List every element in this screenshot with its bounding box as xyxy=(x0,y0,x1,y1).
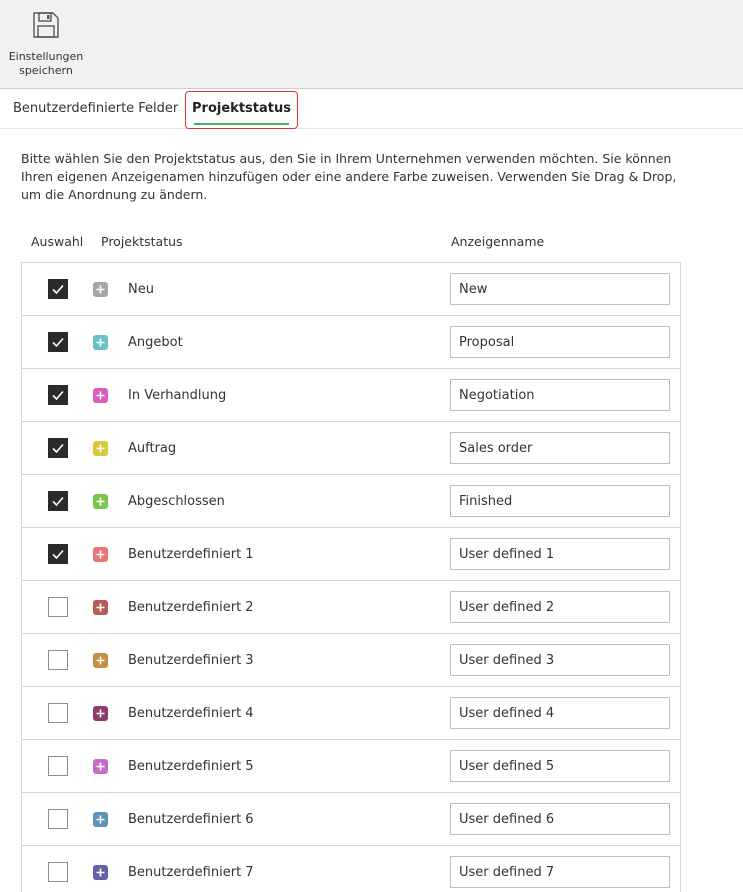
select-checkbox[interactable] xyxy=(48,703,68,723)
display-name-input[interactable] xyxy=(450,697,670,729)
status-color-icon[interactable] xyxy=(93,282,108,297)
status-color-icon[interactable] xyxy=(93,759,108,774)
status-row[interactable] xyxy=(22,316,680,369)
status-color-icon[interactable] xyxy=(93,706,108,721)
status-row[interactable] xyxy=(22,687,680,740)
status-row[interactable] xyxy=(22,369,680,422)
status-color-icon[interactable] xyxy=(93,547,108,562)
status-row[interactable] xyxy=(22,263,680,316)
column-header-status: Projektstatus xyxy=(101,234,183,249)
display-name-input[interactable] xyxy=(450,273,670,305)
status-color-icon[interactable] xyxy=(93,653,108,668)
display-name-input[interactable] xyxy=(450,432,670,464)
status-color-icon[interactable] xyxy=(93,441,108,456)
display-name-input[interactable] xyxy=(450,644,670,676)
select-checkbox[interactable] xyxy=(48,491,68,511)
status-row[interactable] xyxy=(22,475,680,528)
display-name-input[interactable] xyxy=(450,750,670,782)
plus-icon xyxy=(95,496,106,507)
status-name: In Verhandlung xyxy=(128,388,227,403)
plus-icon xyxy=(95,761,106,772)
display-name-input[interactable] xyxy=(450,379,670,411)
status-name: Abgeschlossen xyxy=(128,494,225,509)
checkmark-icon xyxy=(51,547,65,561)
tab-bar xyxy=(0,89,743,129)
status-color-icon[interactable] xyxy=(93,865,108,880)
status-color-icon[interactable] xyxy=(93,494,108,509)
status-row[interactable] xyxy=(22,793,680,846)
display-name-input[interactable] xyxy=(450,803,670,835)
status-row[interactable] xyxy=(22,528,680,581)
status-name: Benutzerdefiniert 5 xyxy=(128,759,254,774)
display-name-input[interactable] xyxy=(450,538,670,570)
status-name: Auftrag xyxy=(128,441,177,456)
status-row[interactable] xyxy=(22,846,680,892)
checkmark-icon xyxy=(51,282,65,296)
checkmark-icon xyxy=(51,388,65,402)
intro-text: Bitte wählen Sie den Projektstatus aus, den Sie in Ihrem Unternehmen verwenden möchten. Sie können Ihren eigenen Anzeigenamen hinzufügen oder eine andere Farbe zuweisen. Verwenden Sie Drag & Drop, um die Anordnung zu ändern. xyxy=(21,151,677,202)
plus-icon xyxy=(95,602,106,613)
select-checkbox[interactable] xyxy=(48,332,68,352)
tab-custom-fields[interactable]: Benutzerdefinierte Felder xyxy=(13,101,179,116)
save-settings-button[interactable] xyxy=(6,7,86,81)
column-header-display-name: Anzeigenname xyxy=(451,234,545,249)
display-name-input[interactable] xyxy=(450,326,670,358)
status-name: Benutzerdefiniert 6 xyxy=(128,812,254,827)
plus-icon xyxy=(95,443,106,454)
status-name: Benutzerdefiniert 7 xyxy=(128,865,254,880)
status-name: Benutzerdefiniert 2 xyxy=(128,600,254,615)
status-name: Benutzerdefiniert 4 xyxy=(128,706,254,721)
plus-icon xyxy=(95,549,106,560)
floppy-disk-icon xyxy=(31,10,61,40)
select-checkbox[interactable] xyxy=(48,862,68,882)
tab-project-status[interactable]: Projektstatus xyxy=(185,91,298,129)
status-color-icon[interactable] xyxy=(93,388,108,403)
status-name: Angebot xyxy=(128,335,183,350)
plus-icon xyxy=(95,284,106,295)
plus-icon xyxy=(95,814,106,825)
toolbar xyxy=(0,0,743,89)
status-table xyxy=(21,262,681,892)
status-row[interactable] xyxy=(22,634,680,687)
save-settings-label: Einstellungen speichern xyxy=(8,50,84,77)
status-name: Benutzerdefiniert 3 xyxy=(128,653,254,668)
select-checkbox[interactable] xyxy=(48,597,68,617)
status-name: Benutzerdefiniert 1 xyxy=(128,547,254,562)
select-checkbox[interactable] xyxy=(48,756,68,776)
checkmark-icon xyxy=(51,441,65,455)
status-row[interactable] xyxy=(22,740,680,793)
status-row[interactable] xyxy=(22,581,680,634)
checkmark-icon xyxy=(51,494,65,508)
plus-icon xyxy=(95,708,106,719)
status-name: Neu xyxy=(128,282,154,297)
status-color-icon[interactable] xyxy=(93,812,108,827)
checkmark-icon xyxy=(51,335,65,349)
select-checkbox[interactable] xyxy=(48,279,68,299)
column-header-select: Auswahl xyxy=(31,234,84,249)
select-checkbox[interactable] xyxy=(48,385,68,405)
display-name-input[interactable] xyxy=(450,856,670,888)
plus-icon xyxy=(95,390,106,401)
status-row[interactable] xyxy=(22,422,680,475)
plus-icon xyxy=(95,337,106,348)
status-color-icon[interactable] xyxy=(93,335,108,350)
display-name-input[interactable] xyxy=(450,485,670,517)
plus-icon xyxy=(95,867,106,878)
display-name-input[interactable] xyxy=(450,591,670,623)
select-checkbox[interactable] xyxy=(48,438,68,458)
select-checkbox[interactable] xyxy=(48,544,68,564)
select-checkbox[interactable] xyxy=(48,809,68,829)
select-checkbox[interactable] xyxy=(48,650,68,670)
plus-icon xyxy=(95,655,106,666)
status-color-icon[interactable] xyxy=(93,600,108,615)
